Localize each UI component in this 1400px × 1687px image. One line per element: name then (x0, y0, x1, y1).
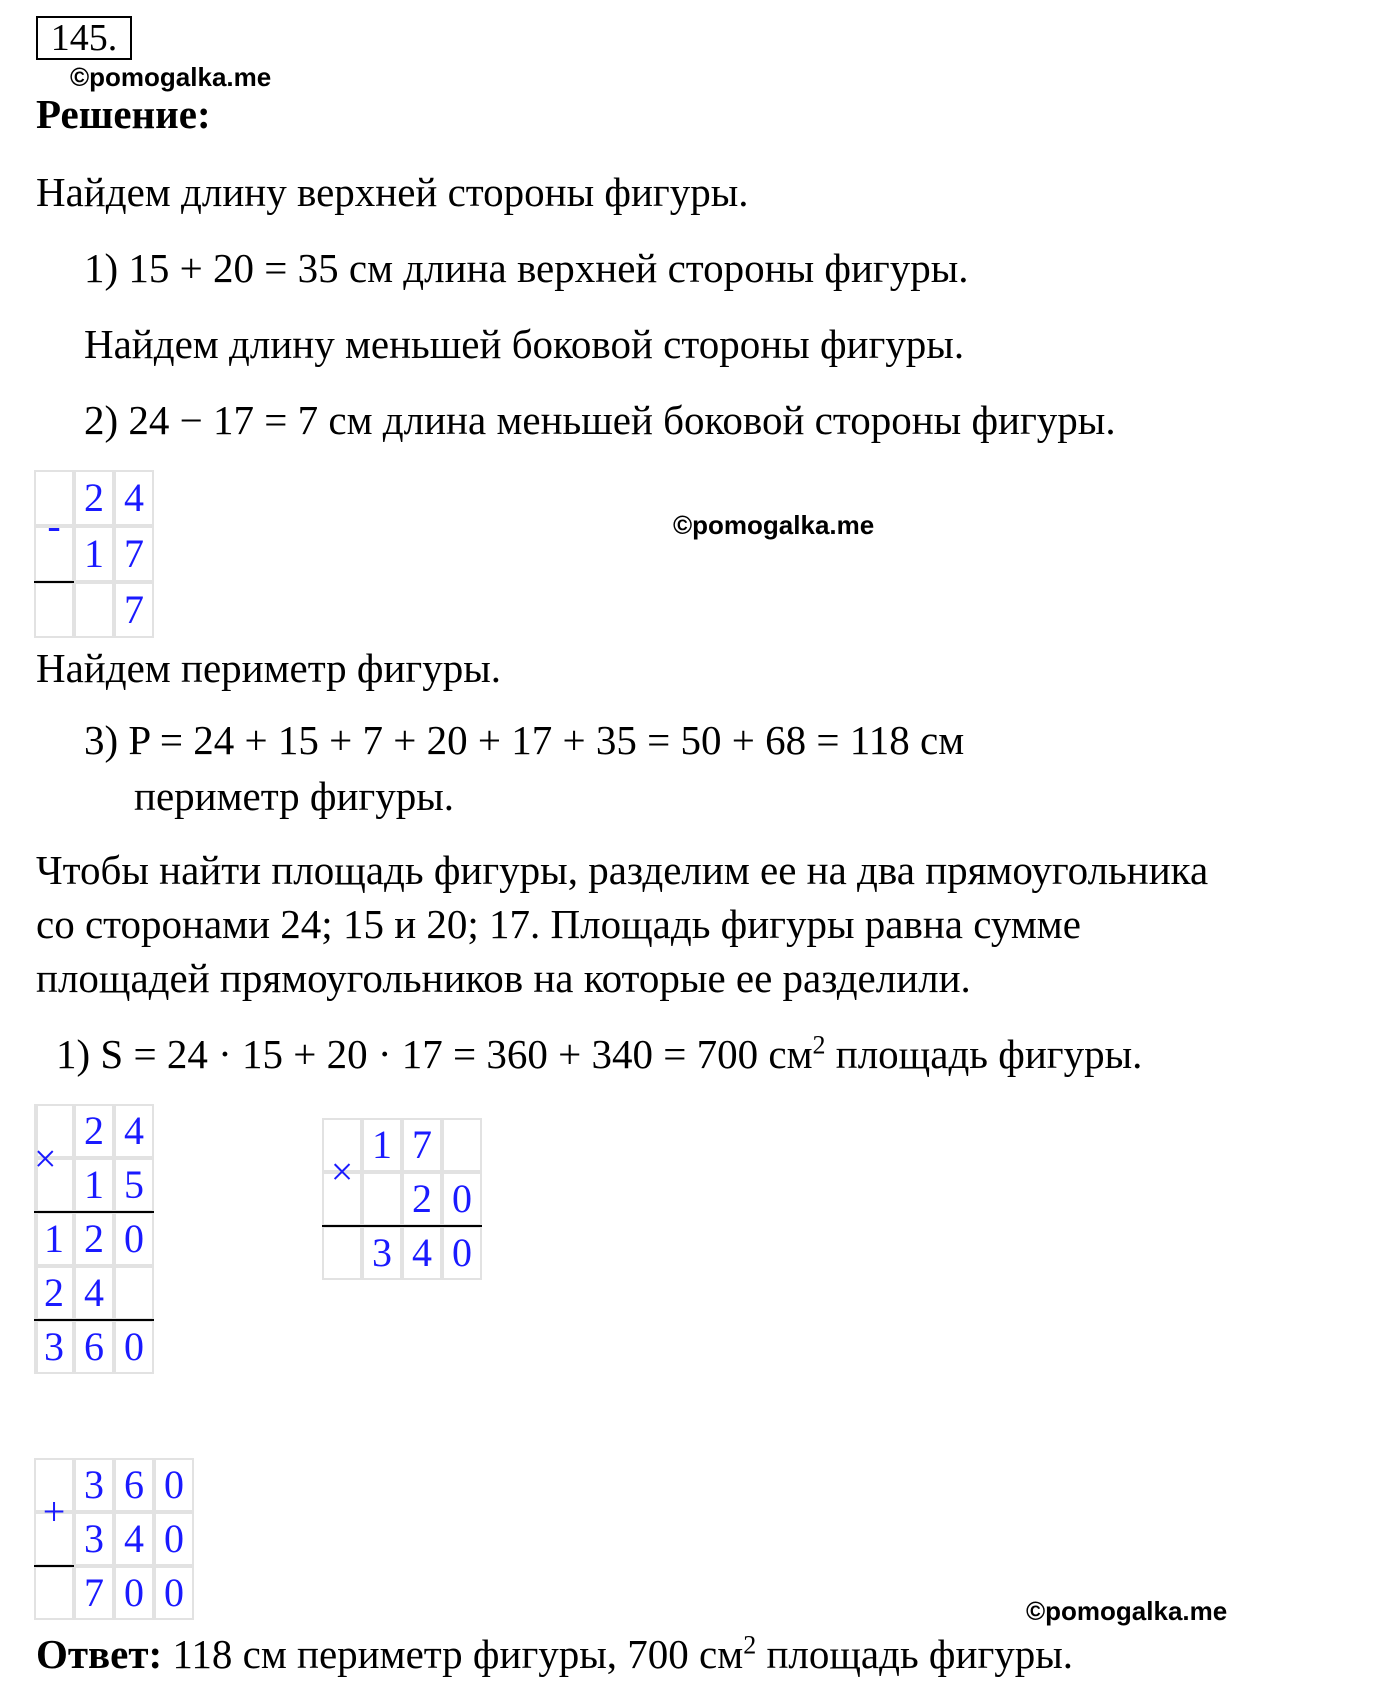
digit-cell: 7 (74, 1566, 114, 1620)
digit-cell: 2 (74, 470, 114, 526)
grid-cell (322, 1226, 362, 1280)
digit-cell: 2 (74, 1104, 114, 1158)
answer-line (36, 1630, 1073, 1678)
operator-sign: + (42, 1489, 66, 1534)
digit-cell: 1 (74, 526, 114, 582)
operator-sign: × (330, 1149, 354, 1194)
underline (322, 1225, 482, 1227)
area-unit-exponent: 2 (812, 1030, 826, 1060)
digit-cell: 5 (114, 1158, 154, 1212)
digit-cell: 2 (34, 1266, 74, 1320)
answer-text-tail: площадь фигуры. (756, 1631, 1074, 1677)
digit-cell (442, 1118, 482, 1172)
digit-cell: 3 (74, 1512, 114, 1566)
underline (34, 581, 74, 583)
digit-cell: 3 (74, 1458, 114, 1512)
digit-cell: 7 (114, 582, 154, 638)
text-line: 2) 24 − 17 = 7 см длина меньшей боковой стороны фигуры. (84, 397, 1116, 443)
text-line: 1) 15 + 20 = 35 см длина верхней стороны фигуры. (84, 245, 969, 291)
digit-cell: 1 (74, 1158, 114, 1212)
digit-cell: 0 (442, 1172, 482, 1226)
answer-text: 118 см периметр фигуры, 700 см (162, 1631, 744, 1677)
digit-cell (114, 1266, 154, 1320)
digit-cell: 4 (74, 1266, 114, 1320)
text-line: Чтобы найти площадь фигуры, разделим ее на два прямоугольника (36, 847, 1209, 893)
digit-cell: 7 (402, 1118, 442, 1172)
area-formula-tail: площадь фигуры. (825, 1031, 1143, 1077)
digit-cell: 2 (74, 1212, 114, 1266)
digit-cell: 4 (114, 1104, 154, 1158)
digit-cell: 0 (442, 1226, 482, 1280)
answer-unit-exponent: 2 (743, 1630, 757, 1660)
digit-cell: 0 (114, 1212, 154, 1266)
grid-cell (34, 582, 74, 638)
text-line: Найдем периметр фигуры. (36, 645, 502, 691)
digit-cell (362, 1172, 402, 1226)
digit-cell: 1 (34, 1212, 74, 1266)
area-formula (56, 1030, 1142, 1078)
operator-sign: - (47, 503, 61, 548)
text-line: со сторонами 24; 15 и 20; 17. Площадь фигуры равна сумме (36, 901, 1081, 947)
digit-cell: 4 (402, 1226, 442, 1280)
answer-label: Ответ: (36, 1631, 163, 1677)
solution-heading: Решение: (36, 91, 211, 137)
digit-cell: 4 (114, 1512, 154, 1566)
text-line: 3) P = 24 + 15 + 7 + 20 + 17 + 35 = 50 + 68 = 118 см (84, 717, 965, 763)
underline (34, 1319, 154, 1321)
digit-cell: 3 (34, 1320, 74, 1374)
digit-cell: 3 (362, 1226, 402, 1280)
area-formula-main: 1) S = 24 · 15 + 20 · 17 = 360 + 340 = 700 см (56, 1031, 813, 1077)
digit-cell: 2 (402, 1172, 442, 1226)
watermark-middle: ©pomogalka.me (673, 510, 875, 540)
text-line: Найдем длину меньшей боковой стороны фигуры. (84, 321, 965, 367)
digit-cell: 1 (362, 1118, 402, 1172)
text-line: периметр фигуры. (134, 773, 455, 819)
task-number: 145. (36, 16, 132, 60)
digit-cell: 6 (114, 1458, 154, 1512)
digit-cell: 6 (74, 1320, 114, 1374)
digit-cell: 0 (114, 1566, 154, 1620)
watermark-top: ©pomogalka.me (70, 62, 272, 92)
digit-cell (74, 582, 114, 638)
text-line: площадей прямоугольников на которые ее разделили. (36, 955, 971, 1001)
digit-cell: 0 (114, 1320, 154, 1374)
grid-cell (34, 1566, 74, 1620)
digit-cell: 7 (114, 526, 154, 582)
watermark-bottom: ©pomogalka.me (1026, 1596, 1228, 1626)
underline (34, 1565, 74, 1567)
text-line: Найдем длину верхней стороны фигуры. (36, 169, 749, 215)
digit-cell: 4 (114, 470, 154, 526)
digit-cell: 0 (154, 1566, 194, 1620)
digit-cell: 0 (154, 1512, 194, 1566)
digit-cell: 0 (154, 1458, 194, 1512)
underline (34, 1211, 154, 1213)
